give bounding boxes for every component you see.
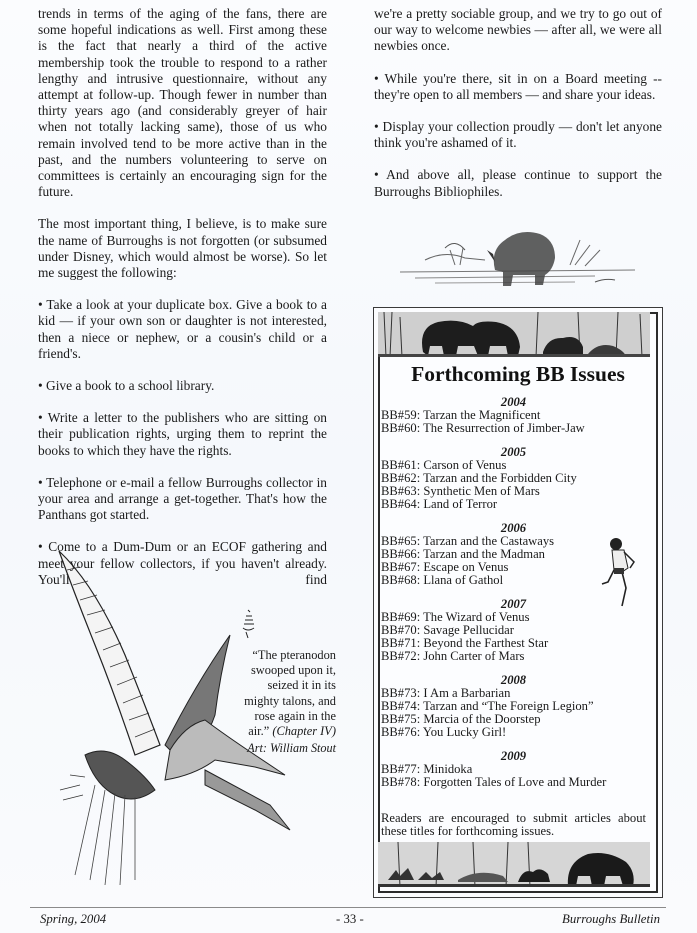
- issue-item: BB#69: The Wizard of Venus: [381, 610, 530, 624]
- suggestion-bullet: • Take a look at your duplicate box. Give a book to a kid — if your own son or daughter is not interested, then a niece or nephew, or a cousin's child or a friend's.: [38, 297, 327, 361]
- illustration-caption: [236, 648, 336, 739]
- suggestion-bullet: • Telephone or e-mail a fellow Burroughs collector in your area and arrange a get-together. That's how the Panthans got started.: [38, 474, 327, 523]
- footer-issue-date: Spring, 2004: [40, 912, 107, 926]
- issue-item: BB#76: You Lucky Girl!: [381, 725, 507, 739]
- year-heading: 2006: [500, 521, 527, 535]
- caption-chapter: (Chapter IV): [272, 724, 336, 739]
- article-paragraph: we're a pretty sociable group, and we try to go out of our way to welcome newbies — after all, we were all newbies once.: [374, 6, 662, 54]
- year-group-2008: [381, 674, 646, 739]
- suggestion-bullet: • And above all, please continue to support the Burroughs Bibliophiles.: [374, 167, 662, 199]
- year-group-2004: [381, 396, 646, 435]
- readers-note: Readers are encouraged to submit articles about these titles for forthcoming issues.: [381, 811, 646, 838]
- caption-quote: “The pteranodon swooped upon it, seized it in its mighty talons, and rose again in the air.”: [244, 648, 336, 739]
- footer-publication-title: Burroughs Bulletin: [562, 912, 660, 926]
- issue-item: BB#70: Savage Pellucidar: [381, 623, 514, 637]
- issue-item: BB#63: Synthetic Men of Mars: [381, 484, 540, 498]
- issue-item: BB#77: Minidoka: [381, 762, 473, 776]
- suggestion-bullet: • Give a book to a school library.: [38, 378, 215, 394]
- issue-item: BB#60: The Resurrection of Jimber-Jaw: [381, 421, 585, 435]
- issue-item: BB#59: Tarzan the Magnificent: [381, 408, 541, 422]
- issue-item: BB#75: Marcia of the Doorstep: [381, 712, 541, 726]
- issue-item: BB#74: Tarzan and “The Foreign Legion”: [381, 699, 594, 713]
- issue-item: BB#67: Escape on Venus: [381, 560, 509, 574]
- box-title: Forthcoming BB Issues: [411, 362, 625, 386]
- issue-item: BB#64: Land of Terror: [381, 497, 498, 511]
- suggestion-bullet: • Write a letter to the publishers who are sitting on their publication rights, urging them to reprint the books to which they have the rights.: [38, 410, 327, 458]
- year-heading: 2007: [500, 597, 527, 611]
- footer-page-number: - 33 -: [336, 912, 364, 926]
- issue-item: BB#66: Tarzan and the Madman: [381, 547, 545, 561]
- suggestion-bullet: • Come to a Dum-Dum or an ECOF gathering and meet your fellow collectors, if you haven't already. You'll find: [38, 539, 327, 587]
- issue-item: BB#73: I Am a Barbarian: [381, 686, 511, 700]
- rhino-illustration: [395, 220, 640, 295]
- right-column: [374, 6, 662, 216]
- jungle-banner-top: [378, 312, 650, 357]
- issue-item: BB#71: Beyond the Farthest Star: [381, 636, 549, 650]
- suggestion-bullet: • While you're there, sit in on a Board meeting --they're open to all members — and share your ideas.: [374, 70, 662, 102]
- year-group-2005: [381, 446, 646, 511]
- left-column: [38, 6, 327, 604]
- article-paragraph: trends in terms of the aging of the fans, there are some hopeful indications as well. First among these is the fact that nearly a third of the active membership took the trouble to respond to a rather lengthy and intrusive questionnaire, without any attempt at follow-up. Though fewer in number than thirty years ago (and considerably greyer of hair when not totally lacking same), those of us who remain involved tend to be more active than in the past, and the numbers volunteering to serve on committees is certainly an encouraging sign for the future.: [38, 6, 327, 200]
- year-heading: 2004: [500, 395, 527, 409]
- forthcoming-issues-box: [373, 307, 663, 898]
- footer-rule: [30, 907, 666, 908]
- issue-item: BB#62: Tarzan and the Forbidden City: [381, 471, 577, 485]
- article-paragraph: The most important thing, I believe, is to make sure the name of Burroughs is not forgotten (or subsumed under Disney, which would almost be worse). So let me suggest the following:: [38, 216, 327, 281]
- year-heading: 2005: [500, 445, 527, 459]
- issue-item: BB#78: Forgotten Tales of Love and Murder: [381, 775, 607, 789]
- issue-item: BB#72: John Carter of Mars: [381, 649, 525, 663]
- year-group-2009: [381, 750, 646, 789]
- suggestion-bullet: • Display your collection proudly — don't let anyone think you're ashamed of it.: [374, 119, 662, 151]
- issue-item: BB#65: Tarzan and the Castaways: [381, 534, 555, 548]
- issue-item: BB#61: Carson of Venus: [381, 458, 507, 472]
- issue-item: BB#68: Llana of Gathol: [381, 573, 504, 587]
- year-heading: 2008: [500, 673, 527, 687]
- tarzan-figure-illustration: [600, 536, 640, 611]
- art-credit: Art: William Stout: [247, 741, 336, 755]
- jungle-banner-bottom: [378, 842, 650, 887]
- year-heading: 2009: [500, 749, 527, 763]
- artist-signature: [238, 608, 260, 640]
